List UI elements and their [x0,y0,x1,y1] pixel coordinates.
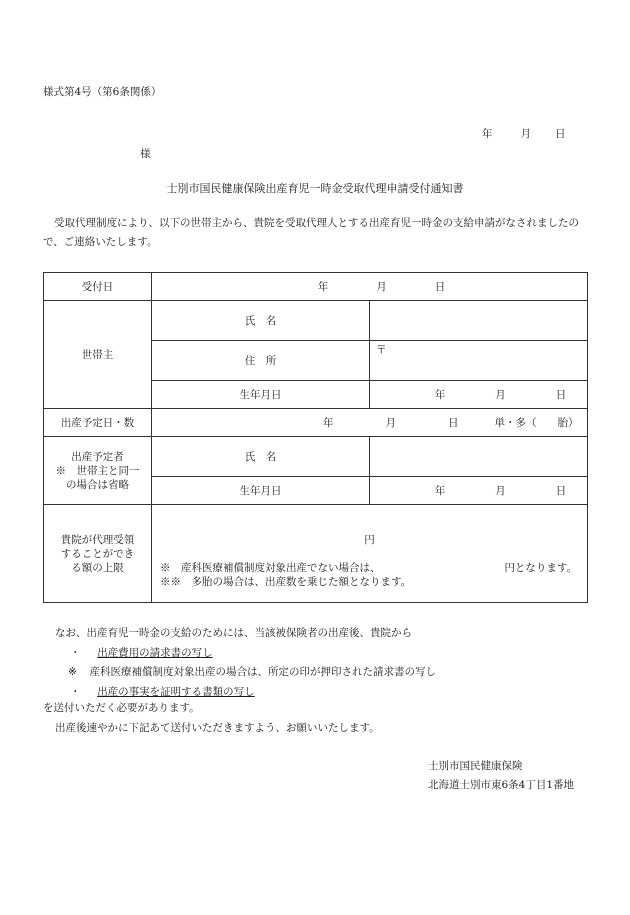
expectant-name-value [370,437,588,477]
yen-unit: 円 [364,534,375,546]
limit-label-line2: することができ [60,547,135,560]
day-label: 日 [555,484,567,497]
month-label: 月 [495,388,506,401]
issue-date [482,126,566,141]
limit-label-line1: 貴院が代理受領 [60,533,135,546]
list-item-text: 出産の事実を証明する書類の写し [97,686,255,698]
expectant-label [44,437,152,505]
expectant-name-label: 氏 名 [152,437,370,477]
year-label: 年 [434,484,446,497]
month-label: 月 [385,416,396,429]
limit-note-1-tail: 円となります。 [504,562,577,574]
addressee-suffix: 様 [140,148,151,160]
day-label: 日 [434,280,446,293]
expectant-label-line3: の場合は省略 [66,478,129,491]
body-paragraph-3: 出産後速やかに下記あて送付いただきますよう、お願いいたします。 [55,722,380,734]
list-item-text: 産科医療補償制度対象出産の場合は、所定の印が押印された請求書の写し [89,666,436,678]
table-row [44,437,588,477]
table-row [44,273,588,301]
householder-birthdate-label: 生年月日 [152,381,370,409]
list-item [70,645,213,660]
limit-note-2: ※※ 多胎の場合は、出産数を乗じた額となります。 [160,576,412,588]
intro-paragraph: 受取代理制度により、以下の世帯主から、貴院を受取代理人とする出産育児一時金の支給申請がなされましたので、ご連絡いたします。 [43,217,579,248]
list-item [70,684,255,699]
list-item [68,664,436,679]
householder-label: 世帯主 [44,301,152,409]
householder-address-label: 住 所 [152,341,370,381]
householder-address-value [370,341,588,381]
table-row [44,301,588,341]
expectant-label-line2: ※ 世帯主と同一 [55,464,140,477]
notice-table [43,272,588,603]
date-day: 日 [555,128,566,140]
householder-name-label: 氏 名 [152,301,370,341]
table-row [44,505,588,603]
year-label: 年 [317,280,329,293]
due-date-value [152,409,588,437]
month-label: 月 [495,484,506,497]
month-label: 月 [376,280,387,293]
list-item-text: 出産費用の請求書の写し [97,647,213,659]
received-date-label: 受付日 [44,273,152,301]
householder-birthdate-value [370,381,588,409]
year-label: 年 [434,388,446,401]
limit-label [44,505,152,603]
day-label: 日 [555,388,567,401]
date-year: 年 [482,128,493,140]
expectant-birthdate-value [370,477,588,505]
document-title: 士別市国民健康保険出産育児一時金受取代理申請受付通知書 [166,182,464,195]
householder-name-value [370,301,588,341]
limit-note-1 [160,561,579,575]
date-month: 月 [520,128,531,140]
list-bullet: ・ [70,686,81,698]
sender-address: 北海道士別市東6条4丁目1番地 [428,779,575,791]
day-label: 日 [448,416,459,429]
birth-type: 単・多（ 胎） [494,416,579,429]
limit-value [152,505,588,603]
body-paragraph-2: を送付いただく必要があります。 [43,702,200,714]
received-date-value [152,273,588,301]
expectant-label-line1: 出産予定者 [71,450,124,463]
limit-label-line3: る額の上限 [71,561,124,574]
postal-mark: 〒 [376,344,387,356]
table-row [44,409,588,437]
list-bullet: ・ [70,647,81,659]
limit-note-1-head: ※ 産科医療補償制度対象出産でない場合は、 [160,562,381,574]
body-paragraph-1: なお、出産育児一時金の支給のためには、当該被保険者の出産後、貴院から [55,627,412,639]
expectant-birthdate-label: 生年月日 [152,477,370,505]
sender-org: 士別市国民健康保険 [428,760,523,772]
list-bullet: ※ [68,666,77,678]
form-reference: 様式第4号（第6条関係） [43,86,162,98]
year-label: 年 [323,416,334,429]
due-date-label: 出産予定日・数 [44,409,152,437]
